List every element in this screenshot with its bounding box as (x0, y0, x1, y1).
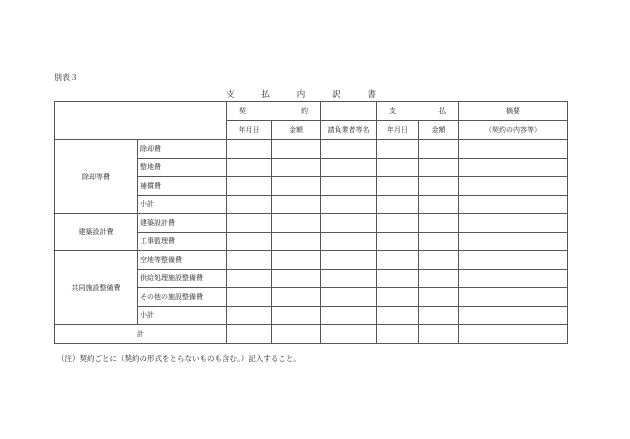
group-label: 除却等費 (55, 140, 138, 214)
item-label: 除却費 (138, 140, 227, 159)
item-label: 工事監理費 (138, 232, 227, 251)
total-row (55, 325, 568, 344)
footnote: （注）契約ごとに（契約の形式をとらないものも含む。）記入すること。 (57, 354, 301, 363)
payment-date-header: 年月日 (377, 121, 419, 140)
contract-amount-header: 金額 (272, 121, 321, 140)
title-char: 払 (261, 90, 270, 100)
table-row (55, 140, 568, 159)
title-char: 支 (226, 90, 235, 100)
breakdown-table (54, 101, 568, 344)
contractor-header: 請負業者等名 (321, 121, 377, 140)
header-row-1 (55, 102, 568, 121)
corner-cell (55, 102, 227, 140)
payment-header: 支 払 (377, 102, 459, 121)
item-label: 補償費 (138, 177, 227, 196)
item-label: 空地等整備費 (138, 251, 227, 270)
remarks-header: 摘要 (459, 102, 568, 121)
item-label: 整地費 (138, 158, 227, 177)
item-label: 建築設計費 (138, 214, 227, 233)
item-label: 小計 (138, 306, 227, 325)
title-char: 書 (367, 90, 376, 100)
total-label: 計 (55, 325, 227, 344)
group-label: 共同施設整備費 (55, 251, 138, 325)
remarks-subheader: （契約の内容等） (459, 121, 568, 140)
document-title (226, 88, 376, 100)
table-row (55, 214, 568, 233)
table-row (55, 251, 568, 270)
title-char: 内 (296, 90, 306, 100)
title-char: 訳 (332, 90, 341, 100)
contract-date-header: 年月日 (227, 121, 272, 140)
group-label: 建築設計費 (55, 214, 138, 251)
contract-header: 契 約 (227, 102, 321, 121)
payment-amount-header: 金額 (419, 121, 459, 140)
item-label: その他の施設整備費 (138, 288, 227, 307)
item-label: 供給処理施設整備費 (138, 269, 227, 288)
attachment-label: 別表３ (54, 73, 78, 82)
item-label: 小計 (138, 195, 227, 214)
contractor-header-top (321, 102, 377, 121)
